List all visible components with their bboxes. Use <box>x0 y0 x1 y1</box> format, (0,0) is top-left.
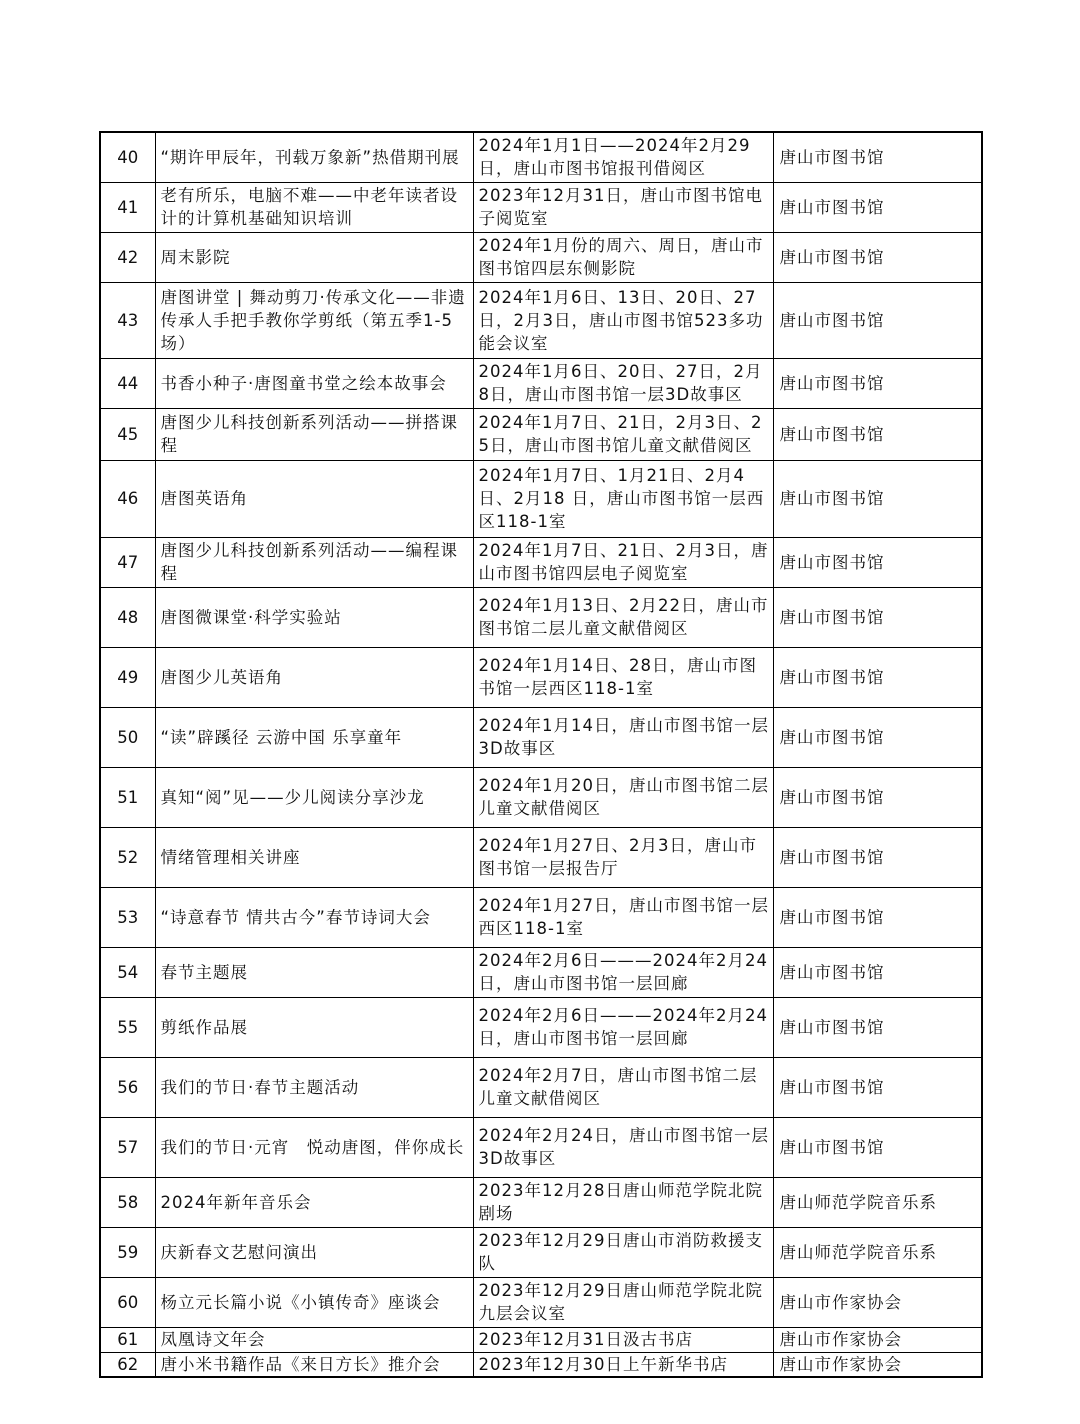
activity-name: 唐小米书籍作品《来日方长》推介会 <box>155 1352 473 1377</box>
activity-name: 2024年新年音乐会 <box>155 1177 473 1227</box>
table-row <box>100 1117 982 1177</box>
organizer: 唐山市图书馆 <box>773 1057 982 1117</box>
activity-name: “读”辟蹊径 云游中国 乐享童年 <box>155 707 473 767</box>
activity-name: 真知“阅”见——少儿阅读分享沙龙 <box>155 767 473 827</box>
table-row <box>100 647 982 707</box>
table-row <box>100 997 982 1057</box>
activity-time-place: 2024年2月24日，唐山市图书馆一层3D故事区 <box>473 1117 773 1177</box>
organizer: 唐山市作家协会 <box>773 1327 982 1352</box>
table-row <box>100 1277 982 1327</box>
activity-time-place: 2023年12月30日上午新华书店 <box>473 1352 773 1377</box>
activity-table <box>99 131 983 1378</box>
row-number: 61 <box>100 1327 155 1352</box>
activity-time-place: 2024年1月7日、21日、2月3日，唐山市图书馆四层电子阅览室 <box>473 537 773 587</box>
row-number: 55 <box>100 997 155 1057</box>
table-row <box>100 132 982 182</box>
row-number: 57 <box>100 1117 155 1177</box>
activity-time-place: 2024年1月20日，唐山市图书馆二层儿童文献借阅区 <box>473 767 773 827</box>
organizer: 唐山市作家协会 <box>773 1277 982 1327</box>
organizer: 唐山市图书馆 <box>773 587 982 647</box>
table-row <box>100 887 982 947</box>
organizer: 唐山市图书馆 <box>773 132 982 182</box>
table-row <box>100 232 982 282</box>
row-number: 43 <box>100 282 155 358</box>
activity-name: 剪纸作品展 <box>155 997 473 1057</box>
activity-time-place: 2024年1月6日、20日、27日，2月8日，唐山市图书馆一层3D故事区 <box>473 358 773 408</box>
activity-name: 书香小种子·唐图童书堂之绘本故事会 <box>155 358 473 408</box>
table-row <box>100 537 982 587</box>
organizer: 唐山市图书馆 <box>773 997 982 1057</box>
activity-time-place: 2024年1月份的周六、周日，唐山市图书馆四层东侧影院 <box>473 232 773 282</box>
activity-time-place: 2023年12月28日唐山师范学院北院剧场 <box>473 1177 773 1227</box>
row-number: 47 <box>100 537 155 587</box>
table-row <box>100 1352 982 1377</box>
activity-name: 唐图微课堂·科学实验站 <box>155 587 473 647</box>
table-row <box>100 408 982 460</box>
row-number: 53 <box>100 887 155 947</box>
table-row <box>100 1327 982 1352</box>
row-number: 54 <box>100 947 155 997</box>
activity-name: 庆新春文艺慰问演出 <box>155 1227 473 1277</box>
row-number: 52 <box>100 827 155 887</box>
activity-time-place: 2023年12月29日唐山师范学院北院九层会议室 <box>473 1277 773 1327</box>
row-number: 49 <box>100 647 155 707</box>
activity-time-place: 2024年1月6日、13日、20日、27日，2月3日，唐山市图书馆523多功能会议室 <box>473 282 773 358</box>
row-number: 41 <box>100 182 155 232</box>
organizer: 唐山市图书馆 <box>773 887 982 947</box>
row-number: 58 <box>100 1177 155 1227</box>
table-row <box>100 460 982 537</box>
activity-name: “诗意春节 情共古今”春节诗词大会 <box>155 887 473 947</box>
activity-name: 我们的节日·春节主题活动 <box>155 1057 473 1117</box>
activity-name: 唐图少儿英语角 <box>155 647 473 707</box>
activity-time-place: 2024年1月14日、28日，唐山市图书馆一层西区118-1室 <box>473 647 773 707</box>
row-number: 46 <box>100 460 155 537</box>
activity-name: 情绪管理相关讲座 <box>155 827 473 887</box>
organizer: 唐山市作家协会 <box>773 1352 982 1377</box>
row-number: 42 <box>100 232 155 282</box>
organizer: 唐山市图书馆 <box>773 182 982 232</box>
organizer: 唐山市图书馆 <box>773 358 982 408</box>
organizer: 唐山市图书馆 <box>773 408 982 460</box>
activity-time-place: 2024年2月7日，唐山市图书馆二层儿童文献借阅区 <box>473 1057 773 1117</box>
row-number: 44 <box>100 358 155 408</box>
activity-name: 老有所乐，电脑不难——中老年读者设计的计算机基础知识培训 <box>155 182 473 232</box>
activity-time-place: 2023年12月31日汲古书店 <box>473 1327 773 1352</box>
activity-time-place: 2024年2月6日———2024年2月24日，唐山市图书馆一层回廊 <box>473 997 773 1057</box>
activity-time-place: 2023年12月29日唐山市消防救援支队 <box>473 1227 773 1277</box>
organizer: 唐山市图书馆 <box>773 1117 982 1177</box>
activity-time-place: 2024年1月27日，唐山市图书馆一层西区118-1室 <box>473 887 773 947</box>
row-number: 56 <box>100 1057 155 1117</box>
row-number: 51 <box>100 767 155 827</box>
table-row <box>100 947 982 997</box>
table-row <box>100 587 982 647</box>
row-number: 60 <box>100 1277 155 1327</box>
activity-time-place: 2024年1月1日——2024年2月29日，唐山市图书馆报刊借阅区 <box>473 132 773 182</box>
row-number: 50 <box>100 707 155 767</box>
table-row <box>100 1227 982 1277</box>
organizer: 唐山市图书馆 <box>773 707 982 767</box>
activity-time-place: 2023年12月31日，唐山市图书馆电子阅览室 <box>473 182 773 232</box>
table-row <box>100 358 982 408</box>
organizer: 唐山师范学院音乐系 <box>773 1227 982 1277</box>
organizer: 唐山市图书馆 <box>773 827 982 887</box>
activity-name: 周末影院 <box>155 232 473 282</box>
activity-name: 唐图英语角 <box>155 460 473 537</box>
table-row <box>100 827 982 887</box>
activity-time-place: 2024年1月13日、2月22日，唐山市图书馆二层儿童文献借阅区 <box>473 587 773 647</box>
row-number: 59 <box>100 1227 155 1277</box>
activity-time-place: 2024年1月7日、21日，2月3日、25日，唐山市图书馆儿童文献借阅区 <box>473 408 773 460</box>
activity-name: 唐图少儿科技创新系列活动——编程课程 <box>155 537 473 587</box>
organizer: 唐山市图书馆 <box>773 282 982 358</box>
activity-time-place: 2024年1月27日、2月3日，唐山市图书馆一层报告厅 <box>473 827 773 887</box>
organizer: 唐山师范学院音乐系 <box>773 1177 982 1227</box>
row-number: 40 <box>100 132 155 182</box>
row-number: 45 <box>100 408 155 460</box>
organizer: 唐山市图书馆 <box>773 232 982 282</box>
table-row <box>100 282 982 358</box>
organizer: 唐山市图书馆 <box>773 947 982 997</box>
activity-time-place: 2024年1月14日，唐山市图书馆一层3D故事区 <box>473 707 773 767</box>
activity-time-place: 2024年2月6日———2024年2月24日，唐山市图书馆一层回廊 <box>473 947 773 997</box>
table-row <box>100 767 982 827</box>
table-row <box>100 707 982 767</box>
table-row <box>100 182 982 232</box>
activity-name: 唐图少儿科技创新系列活动——拼搭课程 <box>155 408 473 460</box>
organizer: 唐山市图书馆 <box>773 460 982 537</box>
activity-name: 凤凰诗文年会 <box>155 1327 473 1352</box>
activity-name: 唐图讲堂 | 舞动剪刀·传承文化——非遗传承人手把手教你学剪纸（第五季1-5场） <box>155 282 473 358</box>
activity-name: 我们的节日·元宵 悦动唐图，伴你成长 <box>155 1117 473 1177</box>
table-row <box>100 1177 982 1227</box>
table-row <box>100 1057 982 1117</box>
organizer: 唐山市图书馆 <box>773 767 982 827</box>
row-number: 62 <box>100 1352 155 1377</box>
activity-name: 杨立元长篇小说《小镇传奇》座谈会 <box>155 1277 473 1327</box>
activity-time-place: 2024年1月7日、1月21日、2月4日、2月18 日，唐山市图书馆一层西区118-1室 <box>473 460 773 537</box>
activity-name: “期许甲辰年，刊载万象新”热借期刊展 <box>155 132 473 182</box>
activity-name: 春节主题展 <box>155 947 473 997</box>
row-number: 48 <box>100 587 155 647</box>
organizer: 唐山市图书馆 <box>773 537 982 587</box>
organizer: 唐山市图书馆 <box>773 647 982 707</box>
activity-table-body <box>100 132 982 1377</box>
